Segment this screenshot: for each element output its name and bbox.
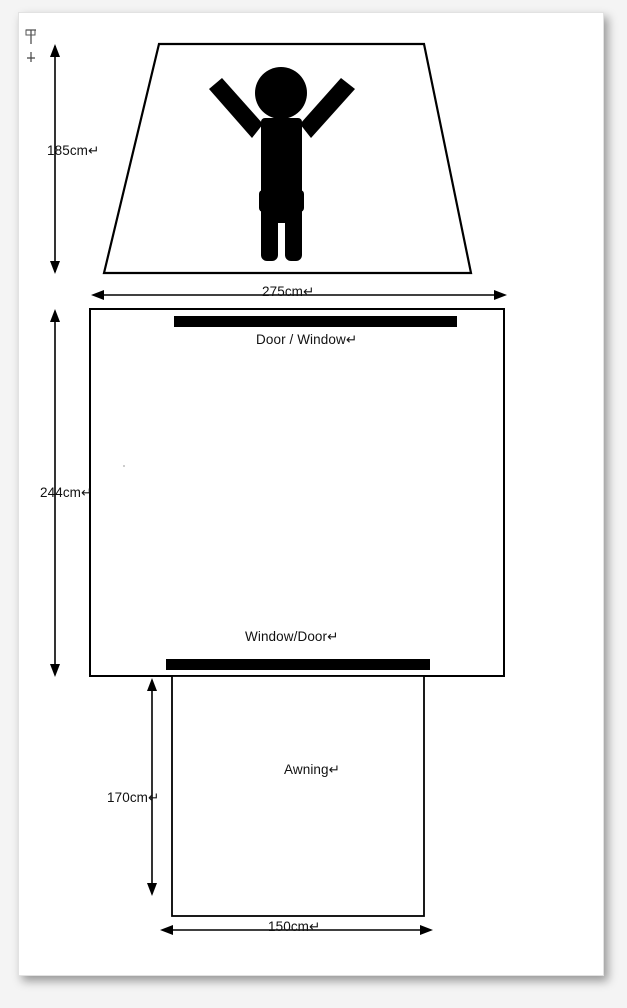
label-width-275: 275cm↵: [262, 284, 315, 299]
label-door-window-top: Door / Window↵: [256, 332, 358, 347]
crop-mark-icon: [26, 30, 36, 62]
label-window-door-bottom: Window/Door↵: [245, 629, 339, 644]
label-height-185: 185cm↵: [47, 143, 100, 158]
label-awning-depth-170: 170cm↵: [107, 790, 160, 805]
page-speck: [123, 465, 125, 467]
floor-plan-rectangle: [90, 309, 504, 676]
label-awning: Awning↵: [284, 762, 341, 777]
dimension-line-awning-depth-170: [147, 678, 157, 896]
door-window-bar-bottom: [166, 659, 430, 670]
door-window-bar-top: [174, 316, 457, 327]
awning-rectangle: [172, 676, 424, 916]
label-depth-244: 244cm↵: [40, 485, 93, 500]
label-awning-width-150: 150cm↵: [268, 919, 321, 934]
dimension-line-height-185: [50, 44, 60, 274]
